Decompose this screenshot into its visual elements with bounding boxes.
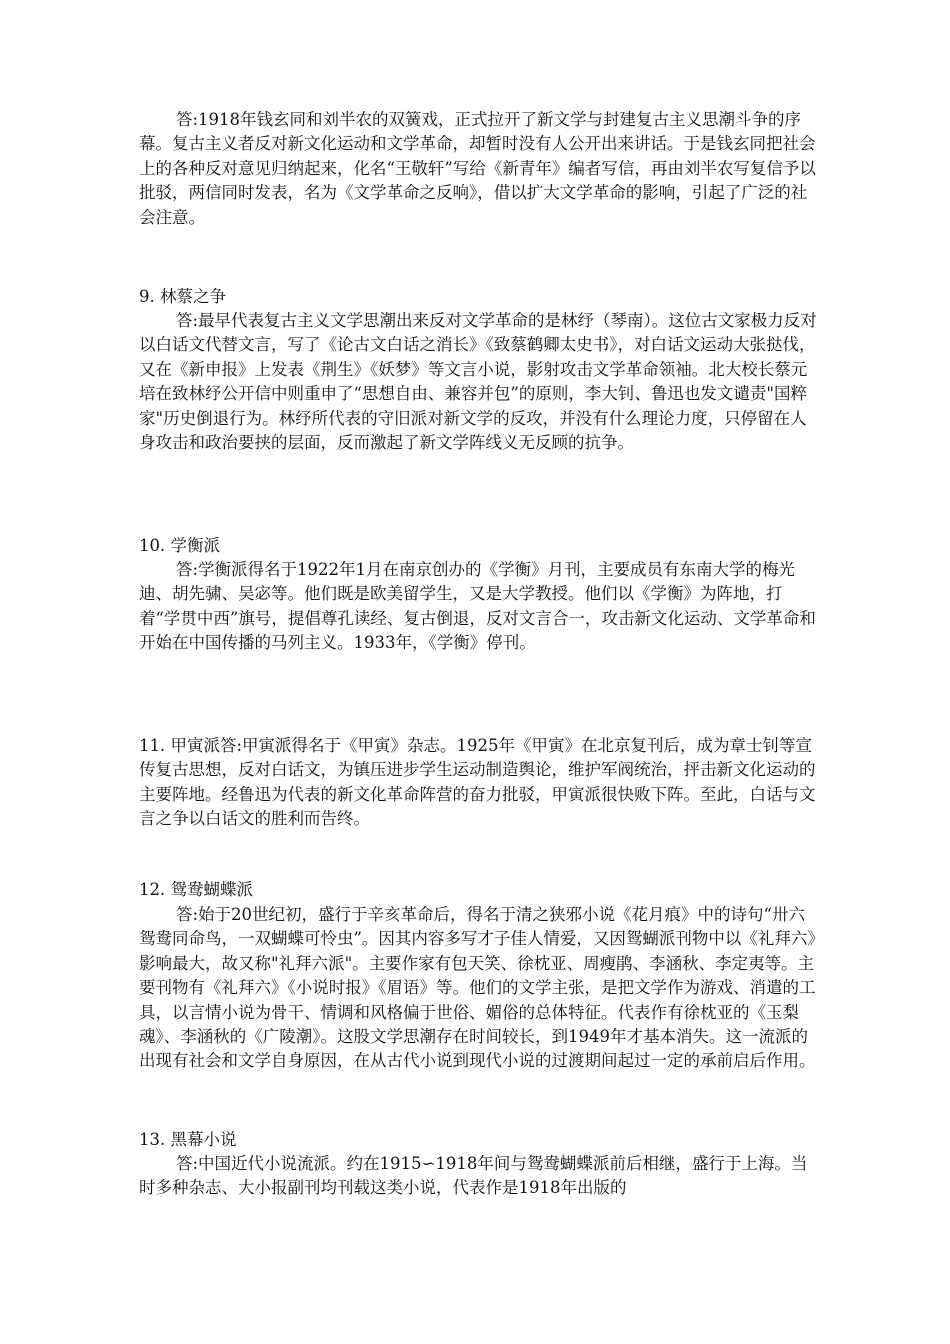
paragraph-double-act: 答:1918年钱玄同和刘半农的双簧戏，正式拉开了新文学与封建复古主义思潮斗争的序幕。复古主义者反对新文化运动和文学革命，却暂时没有人公开出来讲话。于是钱玄同把社会上的各种反对意见归纳起来，化名“王敬轩”写给《新青年》编者写信，再由刘半农写复信予以批驳，两信同时发表，名为《文学革命之反响》，借以扩大文学革命的影响，引起了广泛的社会注意。	[139, 110, 816, 227]
heading-black-curtain-novels: 13. 黑幕小说	[139, 1130, 237, 1149]
paragraph-jiayin-school: 11. 甲寅派答:甲寅派得名于《甲寅》杂志。1925年《甲寅》在北京复刊后，成为章士钊等宣传复古思想，反对白话文，为镇压进步学生运动制造舆论，维护军阀统治，抨击新文化运动的主要阵地。经鲁迅为代表的新文化革命阵营的奋力批驳，甲寅派很快败下阵。至此，白话与文言之争以白话文的胜利而告终。	[139, 736, 816, 829]
paragraph-black-curtain-novels: 答:中国近代小说流派。约在1915∽1918年间与鸳鸯蝴蝶派前后相继，盛行于上海。当时多种杂志、大小报副刊均刊载这类小说，代表作是1918年出版的	[139, 1154, 808, 1198]
heading-xueheng-school: 10. 学衡派	[139, 536, 220, 555]
paragraph-xueheng-school: 答:学衡派得名于1922年1月在南京创办的《学衡》月刊，主要成员有东南大学的梅光迪、胡先骕、吴宓等。他们既是欧美留学生，又是大学教授。他们以《学衡》为阵地，打着“学贯中西”旗号，提倡尊孔读经、复古倒退，反对文言合一，攻击新文化运动、文学革命和开始在中国传播的马列主义。1933年，《学衡》停刊。	[139, 560, 816, 653]
paragraph-lin-cai-dispute: 答:最早代表复古主义文学思潮出来反对文学革命的是林纾（琴南）。这位古文家极力反对以白话文代替文言，写了《论古文白话之消长》《致蔡鹤卿太史书》，对白话文运动大张挞伐，又在《新申报》上发表《荆生》《妖梦》等文言小说，影射攻击文学革命领袖。北大校长蔡元培在致林纾公开信中则重申了“思想自由、兼容并包”的原则，李大钊、鲁迅也发文谴责"国粹家"历史倒退行为。林纾所代表的守旧派对新文学的反攻，并没有什么理论力度，只停留在人身攻击和政治要挟的层面，反而激起了新文学阵线义无反顾的抗争。	[139, 311, 817, 453]
paragraph-mandarin-duck-butterfly: 答:始于20世纪初，盛行于辛亥革命后，得名于清之狭邪小说《花月痕》中的诗句“卅六鸳鸯同命鸟，一双蝴蝶可怜虫”。因其内容多写才子佳人情爱，又因鸳蝴派刊物中以《礼拜六》影响最大，故又称"礼拜六派"。主要作家有包天笑、徐枕亚、周瘦鹃、李涵秋、李定夷等。主要刊物有《礼拜六》《小说时报》《眉语》等。他们的文学主张，是把文学作为游戏、消遣的工具，以言情小说为骨干、情调和风格偏于世俗、媚俗的总体特征。代表作有徐枕亚的《玉梨魂》、李涵秋的《广陵潮》。这股文学思潮存在时间较长，到1949年才基本消失。这一流派的出现有社会和文学自身原因，在从古代小说到现代小说的过渡期间起过一定的承前启后作用。	[139, 905, 816, 1071]
heading-lin-cai-dispute: 9. 林蔡之争	[139, 287, 226, 306]
heading-mandarin-duck-butterfly: 12. 鸳鸯蝴蝶派	[139, 880, 253, 899]
